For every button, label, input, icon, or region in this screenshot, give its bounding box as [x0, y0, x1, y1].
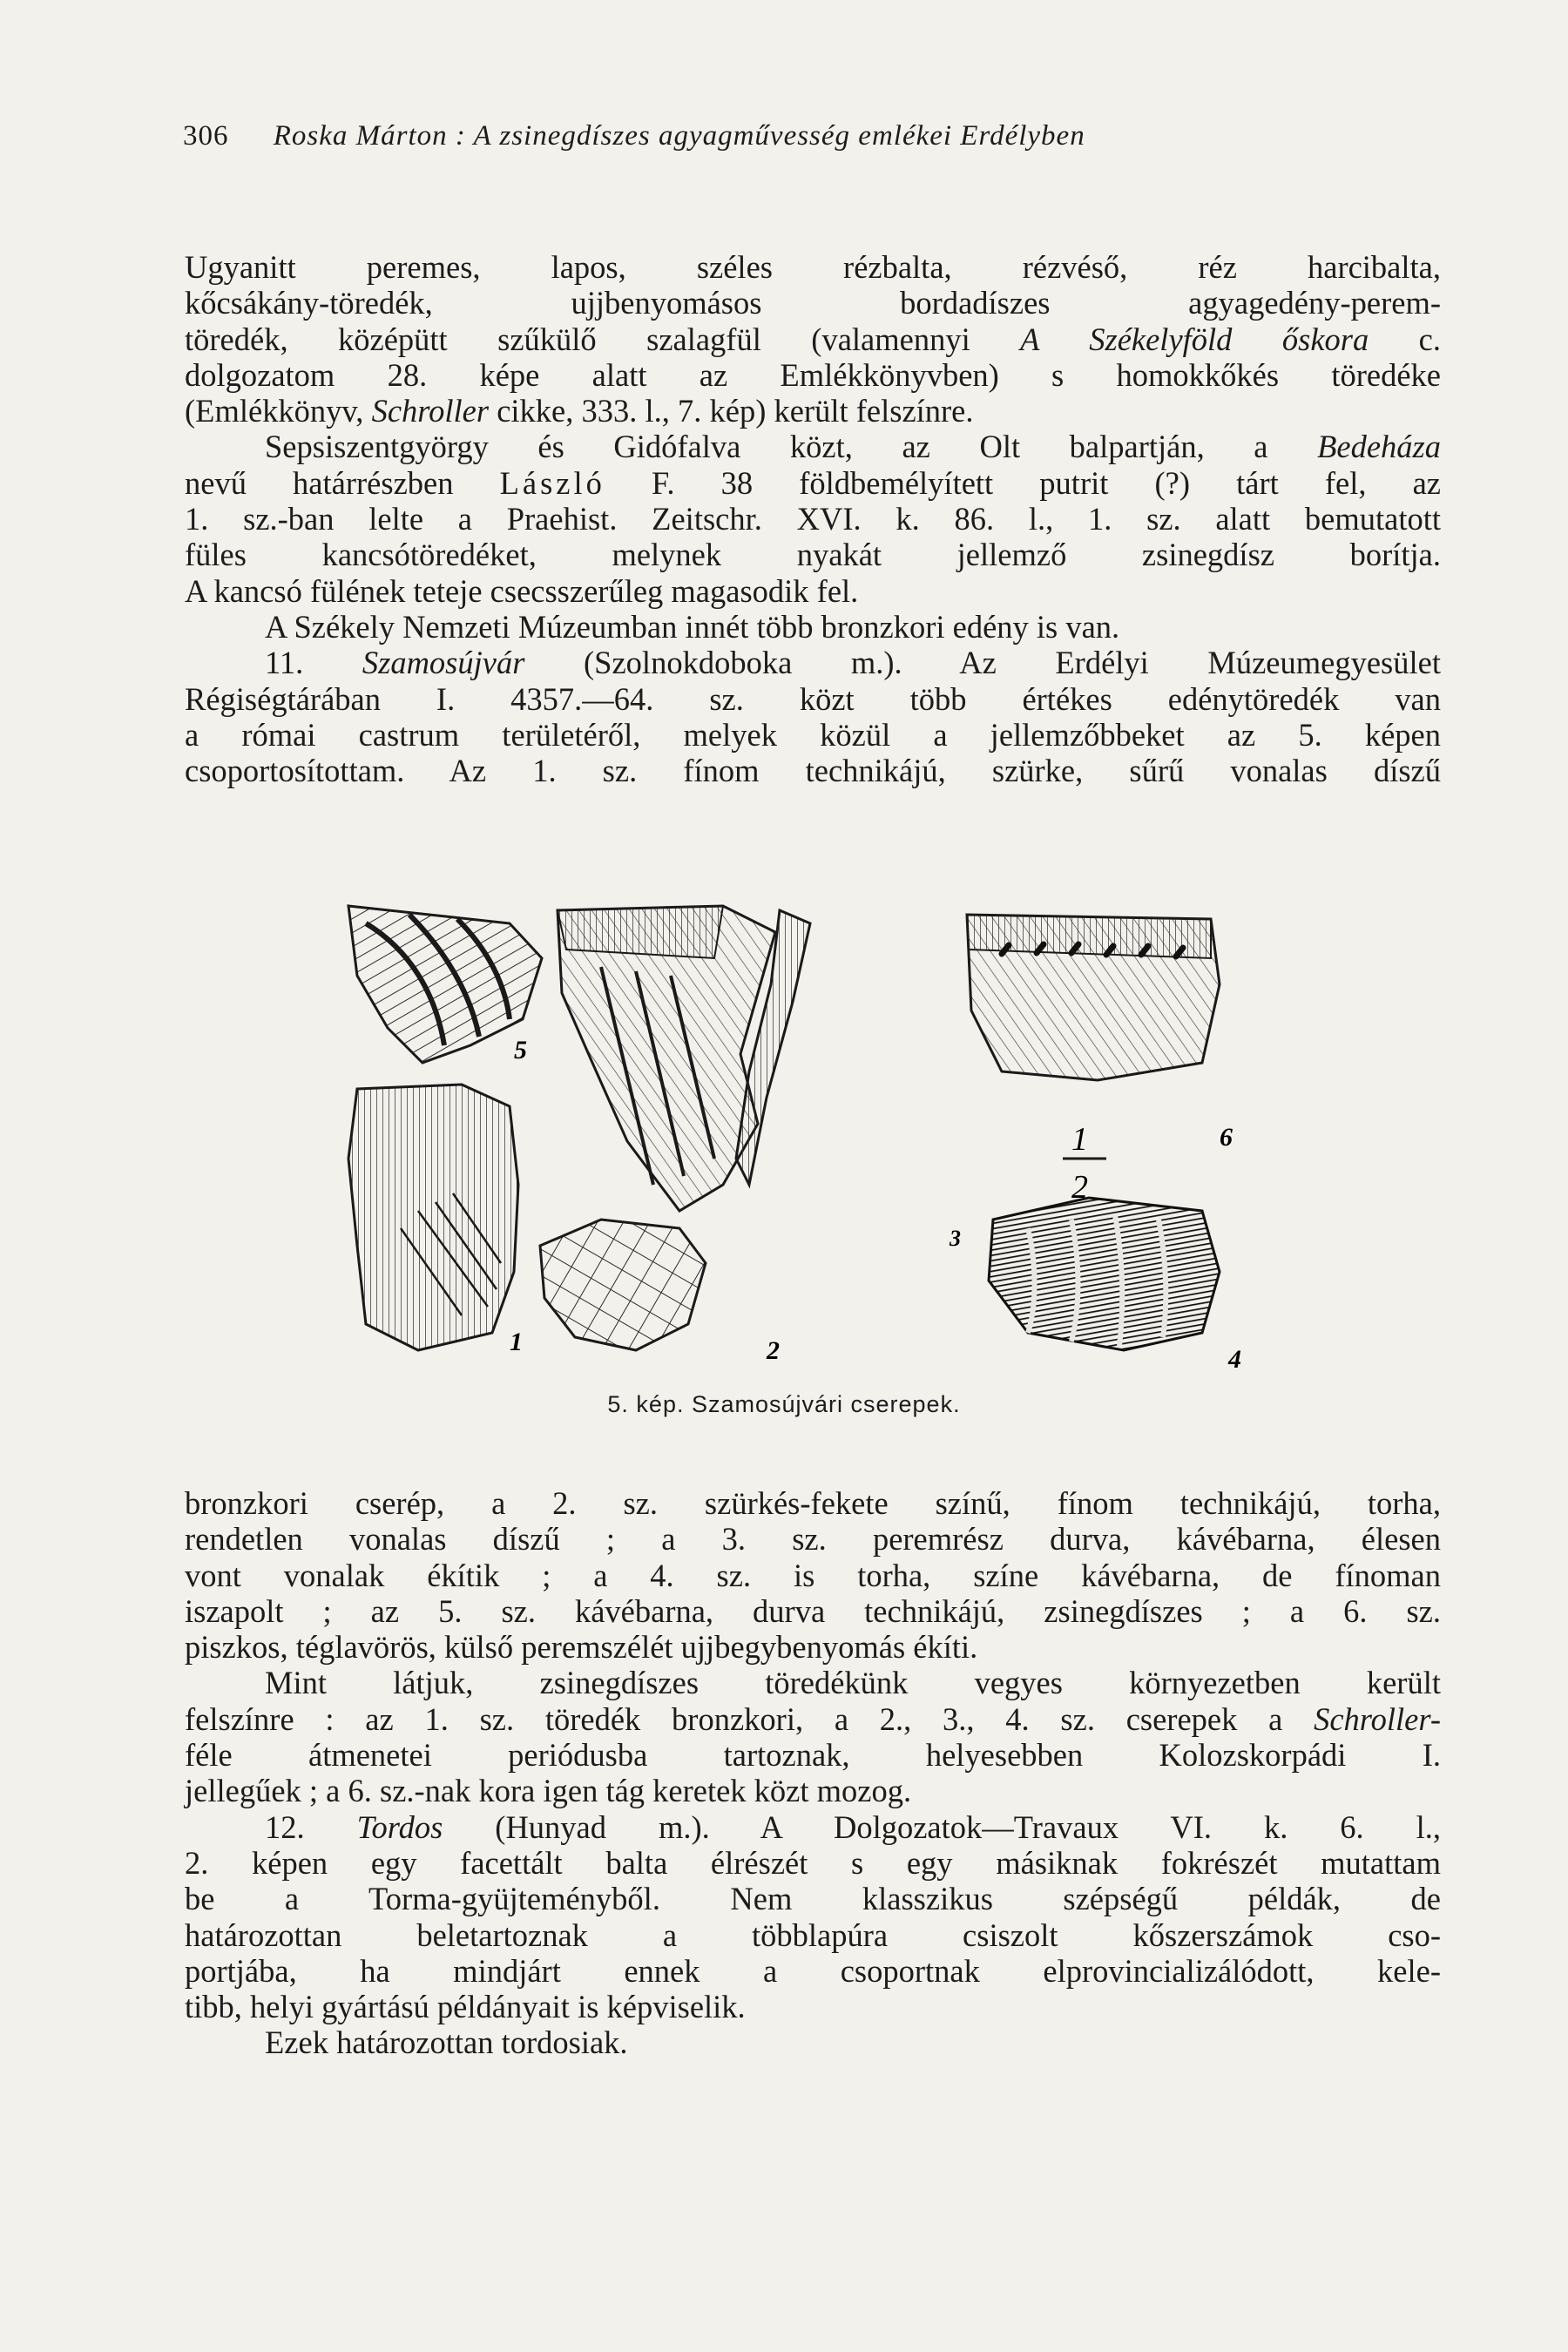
text-block-upper	[185, 249, 1441, 788]
text-line: 12. Tordos (Hunyad m.). A Dolgozatok—Travaux VI. k. 6. l.,	[265, 1808, 1441, 1845]
running-title: Roska Márton : A zsinegdíszes agyagművesség emlékei Erdélyben	[273, 120, 1085, 152]
text-line: bronzkori cserép, a 2. sz. szürkés-fekete színű, fínom technikájú, torha,	[185, 1485, 1441, 1521]
label-5: 5	[514, 1036, 527, 1064]
figure-pottery-sherds	[340, 897, 1324, 1385]
text-line: vont vonalak ékítik ; a 4. sz. is torha, színe kávébarna, de fínoman	[185, 1557, 1441, 1593]
text-line: Ezek határozottan tordosiak.	[265, 2024, 628, 2061]
sherd-1	[348, 1085, 518, 1350]
label-6: 6	[1220, 1123, 1233, 1152]
text-line: nevű határrészben László F. 38 földbemélyített putrit (?) tárt fel, az	[185, 464, 1441, 501]
label-2: 2	[767, 1336, 780, 1365]
sherd-3	[558, 906, 810, 1211]
sherd-5	[348, 906, 542, 1063]
text-line: a római castrum területéről, melyek közül a jellemzőbbeket az 5. képen	[185, 716, 1441, 753]
text-line: kőcsákány-töredék, ujjbenyomásos bordadíszes agyagedény-perem-	[185, 285, 1441, 321]
text-line: jellegűek ; a 6. sz.-nak kora igen tág keretek közt mozog.	[185, 1773, 912, 1809]
text-line: Régiségtárában I. 4357.—64. sz. közt több értékes edénytöredék van	[185, 680, 1441, 717]
label-4: 4	[1228, 1345, 1241, 1374]
text-line: Mint látjuk, zsinegdíszes töredékünk vegyes környezetben került	[265, 1665, 1441, 1701]
running-header	[183, 120, 1437, 152]
text-line: rendetlen vonalas díszű ; a 3. sz. peremrész durva, kávébarna, élesen	[185, 1521, 1441, 1558]
text-line: dolgozatom 28. képe alatt az Emlékkönyvben) s homokkőkés töredéke	[185, 356, 1441, 393]
text-line: 1. sz.-ban lelte a Praehist. Zeitschr. XVI. k. 86. l., 1. sz. alatt bemutatott	[185, 501, 1441, 537]
text-line: A kancsó fülének teteje csecsszerűleg magasodik fel.	[185, 572, 859, 609]
label-3: 3	[950, 1226, 961, 1251]
text-line: piszkos, téglavörös, külső peremszélét ujjbegybenyomás ékíti.	[185, 1629, 978, 1666]
fraction-numerator: 1	[1071, 1121, 1088, 1158]
text-line: tibb, helyi gyártású példányait is képviselik.	[185, 1989, 746, 2025]
fraction-denominator: 2	[1071, 1169, 1088, 1206]
text-line: A Székely Nemzeti Múzeumban innét több bronzkori edény is van.	[265, 608, 1120, 645]
text-line: füles kancsótöredéket, melynek nyakát jellemző zsinegdísz borítja.	[185, 537, 1441, 573]
figure-caption: 5. kép. Szamosújvári cserepek.	[607, 1391, 961, 1417]
text-line: Sepsiszentgyörgy és Gidófalva közt, az Olt balpartján, a Bedeháza	[265, 429, 1441, 465]
text-block-lower	[185, 1485, 1441, 2061]
text-line: 11. Szamosújvár (Szolnokdoboka m.). Az Erdélyi Múzeumegyesület	[265, 645, 1441, 681]
label-1: 1	[510, 1328, 523, 1356]
text-line: csoportosítottam. Az 1. sz. fínom technikájú, szürke, sűrű vonalas díszű	[185, 753, 1441, 789]
text-line: féle átmenetei periódusba tartoznak, helyesebben Kolozskorpádi I.	[185, 1737, 1441, 1774]
text-line: iszapolt ; az 5. sz. kávébarna, durva technikájú, zsinegdíszes ; a 6. sz.	[185, 1592, 1441, 1629]
sherd-4	[989, 1198, 1220, 1350]
text-line: (Emlékkönyv, Schroller cikke, 333. l., 7. kép) került felszínre.	[185, 393, 974, 429]
text-line: határozottan beletartoznak a többlapúra csiszolt kőszerszámok cso-	[185, 1916, 1441, 1953]
sherd-6	[967, 915, 1220, 1080]
text-line: Ugyanitt peremes, lapos, széles rézbalta, rézvéső, réz harcibalta,	[185, 249, 1441, 285]
text-line: be a Torma-gyüjteményből. Nem klasszikus szépségű példák, de	[185, 1881, 1441, 1917]
sherd-2	[540, 1220, 706, 1350]
text-line: töredék, középütt szűkülő szalagfül (valamennyi A Székelyföld őskora c.	[185, 321, 1441, 357]
text-line: 2. képen egy facettált balta élrészét s egy másiknak fokrészét mutattam	[185, 1844, 1441, 1881]
text-line: felszínre : az 1. sz. töredék bronzkori, a 2., 3., 4. sz. cserepek a Schroller-	[185, 1700, 1441, 1737]
text-line: portjába, ha mindjárt ennek a csoportnak elprovincializálódott, kele-	[185, 1952, 1441, 1989]
page-number: 306	[183, 120, 229, 152]
